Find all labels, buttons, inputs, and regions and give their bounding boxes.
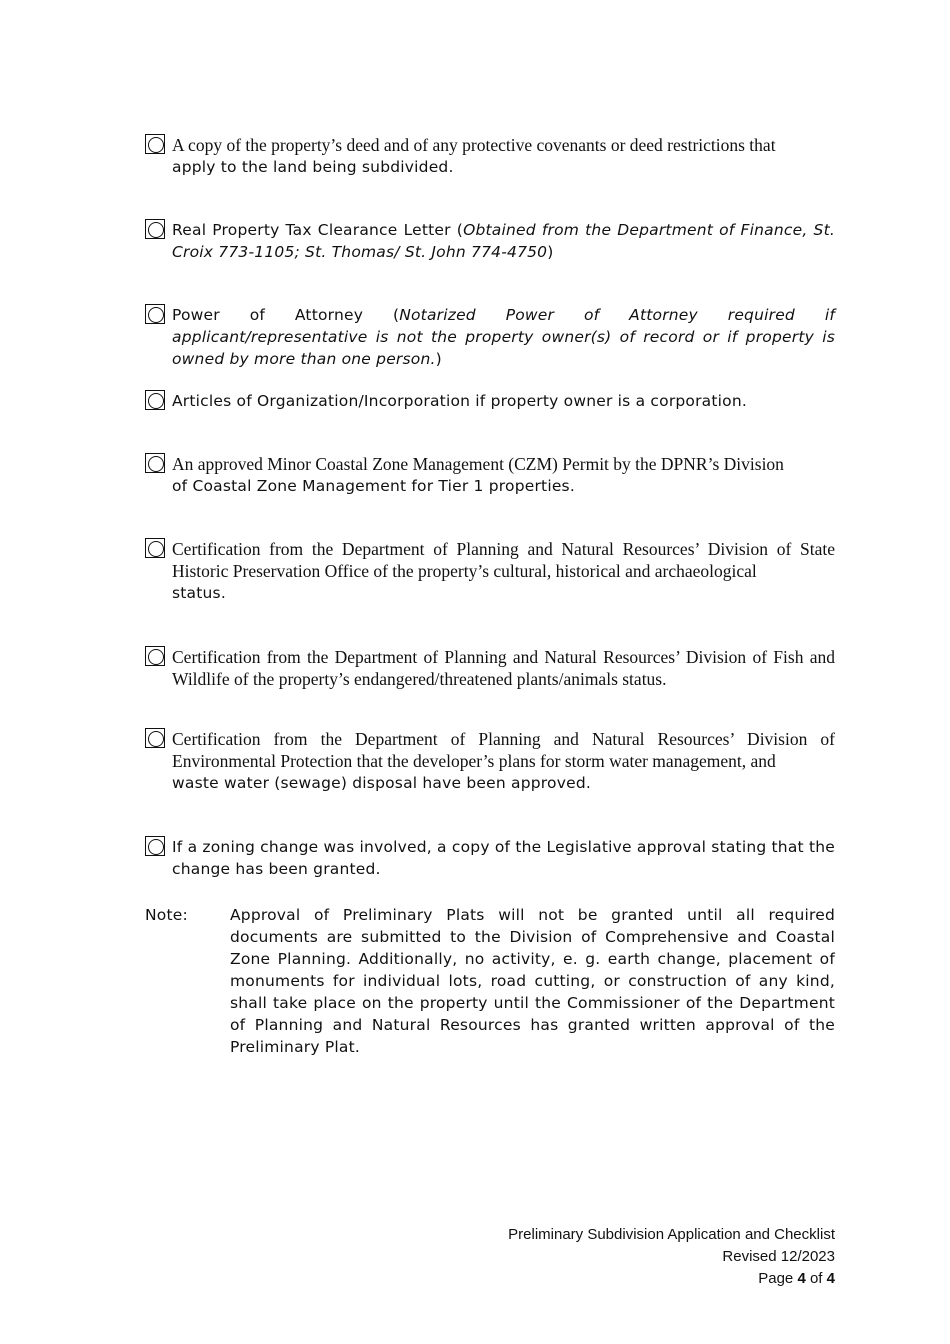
checkbox[interactable] bbox=[145, 836, 165, 856]
note-section bbox=[145, 904, 835, 1058]
item-text: Certification from the Department of Planning and Natural Resources’ Division of Fish and Wildlife of the property’s endangered/threatened plants/animals status. bbox=[172, 647, 835, 689]
checklist-item-deed bbox=[145, 134, 835, 178]
item-close-paren: ) bbox=[547, 243, 554, 261]
footer-page-number bbox=[508, 1268, 835, 1290]
checklist-item-tax-clearance bbox=[145, 219, 835, 263]
item-text: Articles of Organization/Incorporation if property owner is a corporation. bbox=[172, 392, 748, 410]
item-text: If a zoning change was involved, a copy of the Legislative approval stating that the change has been granted. bbox=[172, 838, 835, 878]
checklist-item-fish-wildlife bbox=[145, 646, 835, 690]
checklist-item-power-of-attorney bbox=[145, 304, 835, 370]
item-italic-text: Obtained from the Department of Finance, St. Croix 773-1105; St. Thomas/ St. John 774-4750 bbox=[172, 221, 835, 261]
item-text-continued: status. bbox=[172, 584, 226, 602]
item-text-continued: waste water (sewage) disposal have been approved. bbox=[172, 774, 591, 792]
checkbox[interactable] bbox=[145, 134, 165, 154]
note-text: Approval of Preliminary Plats will not be granted until all required documents are submitted to the Division of Comprehensive and Coastal Zone Planning. Additionally, no activity, e. g. earth change, placement of monuments for individual lots, road cutting, or construction of any kind, shall take place on the property until the Commissioner of the Department of Planning and Natural Resources has granted written approval of the Preliminary Plat. bbox=[230, 906, 835, 1056]
checkbox[interactable] bbox=[145, 390, 165, 410]
item-close-paren: ) bbox=[435, 350, 442, 368]
checkbox[interactable] bbox=[145, 304, 165, 324]
checklist-item-environmental-protection bbox=[145, 728, 835, 794]
item-text-continued: apply to the land being subdivided. bbox=[172, 158, 454, 176]
item-text: A copy of the property’s deed and of any protective covenants or deed restrictions that bbox=[172, 135, 776, 155]
item-text-continued: of Coastal Zone Management for Tier 1 properties. bbox=[172, 477, 575, 495]
checklist-item-articles bbox=[145, 390, 835, 412]
checklist-item-czm-permit bbox=[145, 453, 835, 497]
checkbox[interactable] bbox=[145, 728, 165, 748]
checkbox[interactable] bbox=[145, 219, 165, 239]
page-current: 4 bbox=[797, 1270, 806, 1287]
checklist-item-historic-preservation bbox=[145, 538, 835, 604]
checklist-item-zoning-change bbox=[145, 836, 835, 880]
item-text: An approved Minor Coastal Zone Management (CZM) Permit by the DPNR’s Division bbox=[172, 454, 784, 474]
footer-title: Preliminary Subdivision Application and Checklist bbox=[508, 1226, 835, 1243]
note-label: Note: bbox=[145, 906, 188, 924]
page-total: 4 bbox=[826, 1270, 835, 1287]
checkbox[interactable] bbox=[145, 538, 165, 558]
page-footer bbox=[508, 1224, 835, 1290]
footer-revised: Revised 12/2023 bbox=[722, 1248, 835, 1265]
item-text: Real Property Tax Clearance Letter ( bbox=[172, 221, 464, 239]
item-italic-text: Notarized Power of Attorney required if applicant/representative is not the property owner(s) of record or if property is owned by more than one person. bbox=[172, 306, 835, 368]
checkbox[interactable] bbox=[145, 646, 165, 666]
checkbox[interactable] bbox=[145, 453, 165, 473]
item-text: Certification from the Department of Planning and Natural Resources’ Division of State Historic Preservation Office of the property’s cultural, historical and archaeological bbox=[172, 539, 835, 581]
item-text: Power of Attorney ( bbox=[172, 306, 400, 324]
item-text: Certification from the Department of Planning and Natural Resources’ Division of Environmental Protection that the developer’s plans for storm water management, and bbox=[172, 729, 835, 771]
page-of: of bbox=[809, 1270, 823, 1287]
page-label: Page bbox=[758, 1270, 794, 1287]
